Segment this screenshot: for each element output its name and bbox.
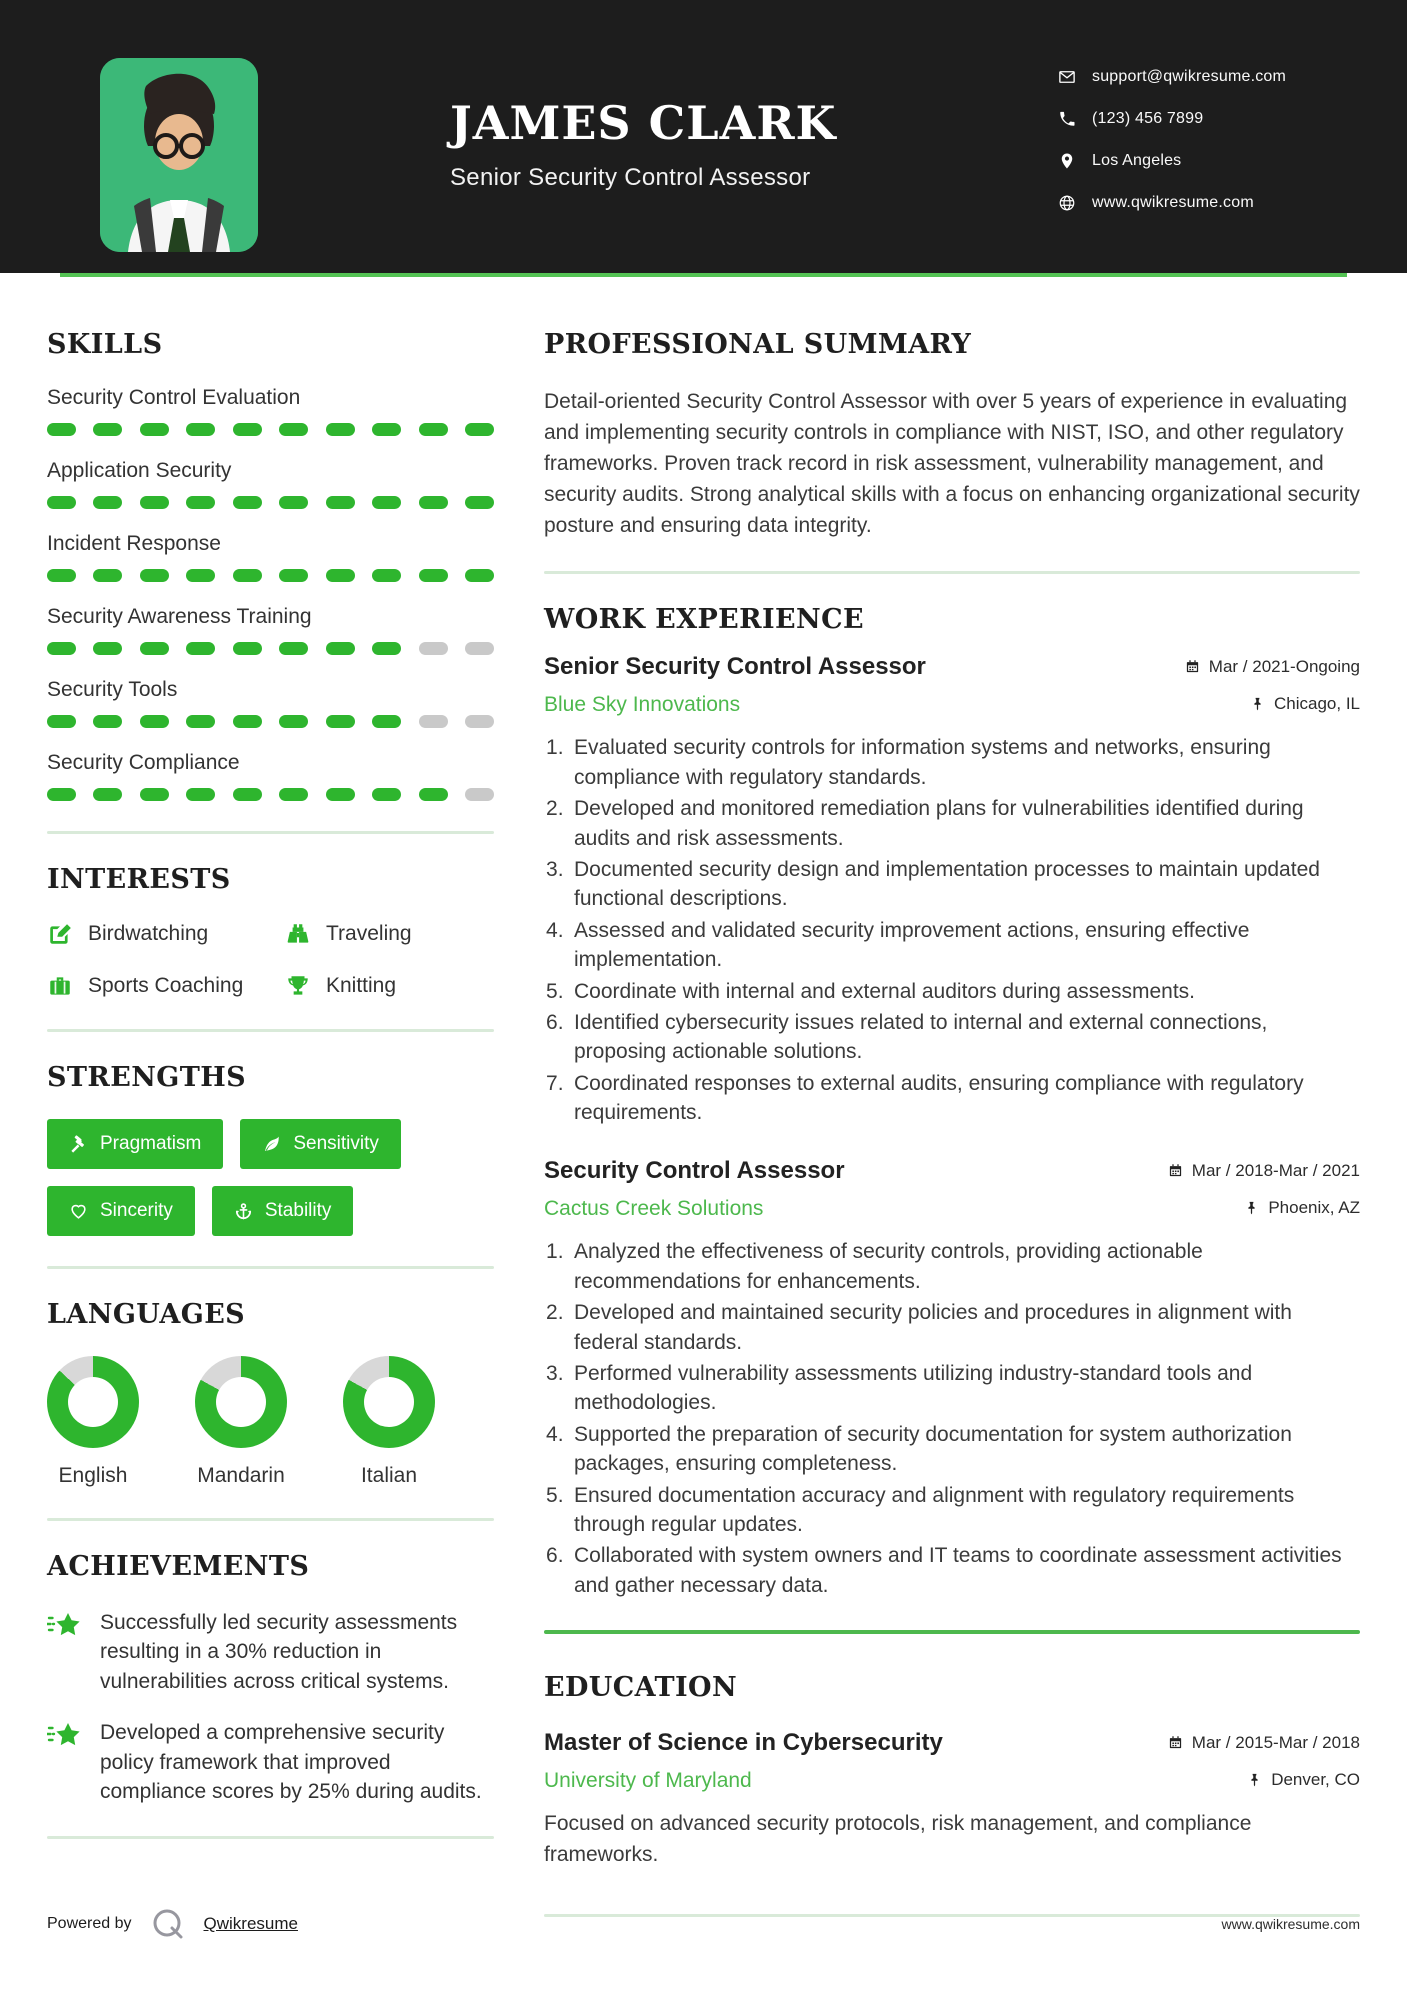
- main-column: [544, 329, 1360, 1947]
- skill-level-dash: [372, 642, 401, 655]
- skill-level-dash: [279, 715, 308, 728]
- strength-label: Sincerity: [100, 1200, 173, 1221]
- skill-level-dash: [47, 715, 76, 728]
- interest-label: Knitting: [326, 974, 397, 997]
- job-bullet-list: [544, 733, 1360, 1127]
- skill-item: [47, 386, 494, 436]
- skill-level-dash: [233, 788, 262, 801]
- job-bullet: Evaluated security controls for information systems and networks, ensuring compliance with regulatory standards.: [574, 736, 1271, 789]
- education-date: Mar / 2015-Mar / 2018: [1191, 1732, 1360, 1752]
- skill-label: Security Control Evaluation: [47, 386, 301, 409]
- skill-level-dash: [279, 569, 308, 582]
- skill-level-dash: [186, 788, 215, 801]
- q-logo-icon: [150, 1906, 186, 1942]
- skill-label: Application Security: [47, 459, 232, 482]
- strength-badge: [240, 1119, 401, 1169]
- language-donut-chart: [343, 1356, 435, 1448]
- job-subheader: [544, 693, 1360, 717]
- contact-text: support@qwikresume.com: [1092, 68, 1287, 85]
- strength-label: Pragmatism: [100, 1133, 202, 1154]
- skill-level-dash: [279, 423, 308, 436]
- calendar-icon: [1168, 1735, 1183, 1750]
- job-bullet: Coordinate with internal and external auditors during assessments.: [574, 979, 1196, 1003]
- skill-item: [47, 532, 494, 582]
- language-item: [47, 1356, 139, 1488]
- pen-square-icon: [47, 921, 73, 947]
- section-divider: [47, 1518, 494, 1521]
- skill-level-bar: [47, 423, 494, 436]
- language-donut-chart: [195, 1356, 287, 1448]
- skill-level-dash: [93, 423, 122, 436]
- skill-level-dash: [140, 788, 169, 801]
- education-note: Focused on advanced security protocols, risk management, and compliance frameworks.: [544, 1812, 1252, 1866]
- skill-level-dash: [326, 496, 355, 509]
- language-label: Italian: [360, 1464, 418, 1487]
- job-bullet: Supported the preparation of security documentation for system authorization packages, ensuring completeness.: [574, 1422, 1292, 1476]
- job-bullet: Developed and monitored remediation plans for vulnerabilities identified during audits and risk assessments.: [574, 797, 1304, 850]
- contact-text: Los Angeles: [1092, 152, 1182, 169]
- languages-heading: LANGUAGES: [47, 1299, 246, 1330]
- skill-level-dash: [233, 496, 262, 509]
- language-item: [343, 1356, 435, 1488]
- education-heading: EDUCATION: [544, 1672, 738, 1704]
- interest-item: [285, 921, 494, 947]
- skill-level-dash: [326, 642, 355, 655]
- donut-hole: [216, 1377, 266, 1427]
- trophy-icon: [285, 973, 311, 999]
- skill-level-dash: [140, 715, 169, 728]
- achievement-item: [47, 1718, 494, 1806]
- skill-level-dash: [326, 569, 355, 582]
- skill-label: Security Tools: [47, 678, 178, 701]
- job-bullet: Identified cybersecurity issues related to internal and external connections, proposing actionable solutions.: [574, 1010, 1268, 1064]
- degree-title: Master of Science in Cybersecurity: [544, 1729, 943, 1757]
- skill-level-dash: [140, 569, 169, 582]
- strength-badge: [212, 1186, 354, 1236]
- skill-level-dash: [465, 788, 494, 801]
- skill-level-dash: [372, 715, 401, 728]
- achievement-text: Successfully led security assessments resulting in a 30% reduction in vulnerabilities across critical systems.: [100, 1611, 458, 1693]
- pin-icon: [1244, 1200, 1259, 1215]
- skill-level-dash: [326, 423, 355, 436]
- location-icon: [1058, 152, 1076, 170]
- leaf-icon: [262, 1135, 281, 1154]
- email-icon: [1058, 68, 1076, 86]
- interest-item: [47, 973, 285, 999]
- section-divider-green: [544, 1630, 1360, 1634]
- skills-heading: SKILLS: [47, 329, 163, 360]
- section-divider: [544, 571, 1360, 574]
- pin-icon: [1250, 696, 1265, 711]
- contact-row[interactable]: [1058, 56, 1286, 98]
- contact-info: [1058, 56, 1286, 224]
- skill-item: [47, 605, 494, 655]
- skill-level-dash: [279, 642, 308, 655]
- skill-level-dash: [186, 496, 215, 509]
- section-divider: [47, 1836, 494, 1839]
- job-location: [1244, 1198, 1360, 1218]
- work-experience-section: [544, 604, 1360, 1600]
- skill-level-dash: [93, 788, 122, 801]
- skill-level-bar: [47, 715, 494, 728]
- job-header: [544, 1157, 1360, 1185]
- header: [0, 0, 1407, 273]
- job-entry: [544, 1157, 1360, 1600]
- interest-label: Birdwatching: [88, 922, 209, 945]
- education-location: Denver, CO: [1271, 1769, 1360, 1789]
- job-date: [1185, 657, 1360, 677]
- interest-label: Traveling: [326, 922, 412, 945]
- skills-section: [47, 329, 494, 801]
- strength-label: Sensitivity: [293, 1133, 379, 1154]
- languages-section: [47, 1299, 494, 1488]
- skill-level-dash: [372, 496, 401, 509]
- footer-site-url: www.qwikresume.com: [1221, 1916, 1360, 1932]
- job-bullet: Developed and maintained security policies and procedures in alignment with federal standards.: [574, 1301, 1292, 1354]
- star-icon: [47, 1610, 83, 1644]
- skill-level-dash: [186, 569, 215, 582]
- skill-level-dash: [47, 423, 76, 436]
- candidate-title: Senior Security Control Assessor: [450, 164, 811, 191]
- heart-icon: [69, 1202, 88, 1221]
- language-donut-chart: [47, 1356, 139, 1448]
- contact-text: (123) 456 7899: [1092, 110, 1204, 127]
- job-bullet: Ensured documentation accuracy and alignment with regulatory requirements through regular updates.: [574, 1483, 1295, 1536]
- skill-level-dash: [279, 496, 308, 509]
- language-label: English: [58, 1464, 128, 1487]
- skill-level-bar: [47, 642, 494, 655]
- qwikresume-link[interactable]: Qwikresume: [203, 1914, 298, 1933]
- skill-level-bar: [47, 788, 494, 801]
- strength-label: Stability: [264, 1200, 332, 1221]
- skill-level-dash: [419, 642, 448, 655]
- language-label: Mandarin: [197, 1464, 285, 1487]
- skill-label: Security Compliance: [47, 751, 240, 774]
- skill-level-dash: [93, 569, 122, 582]
- skill-level-dash: [233, 569, 262, 582]
- skill-level-dash: [233, 423, 262, 436]
- star-icon: [47, 1720, 83, 1754]
- interest-item: [285, 973, 494, 999]
- skill-level-dash: [186, 423, 215, 436]
- footer: [47, 1906, 1360, 1942]
- interests-section: [47, 864, 494, 999]
- contact-row[interactable]: [1058, 98, 1286, 140]
- strength-badge: [47, 1186, 195, 1236]
- skill-level-dash: [326, 788, 355, 801]
- language-item: [195, 1356, 287, 1488]
- strengths-heading: STRENGTHS: [47, 1062, 247, 1093]
- anchor-icon: [234, 1202, 253, 1221]
- job-bullet: Collaborated with system owners and IT teams to coordinate assessment activities and gather necessary data.: [574, 1544, 1342, 1597]
- globe-icon: [1058, 194, 1076, 212]
- skill-item: [47, 751, 494, 801]
- interest-item: [47, 921, 285, 947]
- skill-level-dash: [279, 788, 308, 801]
- work-heading: WORK EXPERIENCE: [544, 604, 864, 636]
- skill-level-dash: [186, 715, 215, 728]
- skill-level-dash: [47, 642, 76, 655]
- skill-level-dash: [233, 642, 262, 655]
- skill-level-dash: [93, 642, 122, 655]
- sidebar: [47, 329, 494, 1947]
- strength-badge: [47, 1119, 223, 1169]
- company-name: Cactus Creek Solutions: [544, 1197, 764, 1221]
- calendar-icon: [1185, 659, 1200, 674]
- job-location-text: Chicago, IL: [1274, 693, 1360, 713]
- education-section: [544, 1672, 1360, 1870]
- achievements-section: [47, 1551, 494, 1806]
- job-location-text: Phoenix, AZ: [1268, 1197, 1360, 1217]
- skill-level-dash: [233, 715, 262, 728]
- calendar-icon: [1168, 1163, 1183, 1178]
- briefcase-icon: [47, 973, 73, 999]
- skill-label: Incident Response: [47, 532, 221, 555]
- interest-label: Sports Coaching: [88, 974, 244, 997]
- powered-by-label: Powered by: [47, 1915, 132, 1932]
- job-date: [1168, 1161, 1360, 1181]
- job-date-text: Mar / 2018-Mar / 2021: [1191, 1160, 1360, 1180]
- skill-level-dash: [140, 496, 169, 509]
- job-title: Security Control Assessor: [544, 1157, 845, 1185]
- skill-label: Security Awareness Training: [47, 605, 312, 628]
- skill-level-dash: [419, 423, 448, 436]
- gavel-icon: [69, 1135, 88, 1154]
- contact-row[interactable]: [1058, 140, 1286, 182]
- job-header: [544, 653, 1360, 681]
- skill-item: [47, 678, 494, 728]
- skill-level-dash: [93, 715, 122, 728]
- summary-text: Detail-oriented Security Control Assessor with over 5 years of experience in evaluating and implementing security controls in compliance with NIST, ISO, and other regulatory frameworks. Proven track record in risk assessment, vulnerability management, and security audits. Strong analytical skills with a focus on enhancing organizational security posture and ensuring data integrity.: [544, 390, 1360, 538]
- job-entry: [544, 653, 1360, 1127]
- skill-level-dash: [140, 642, 169, 655]
- skill-level-dash: [47, 788, 76, 801]
- profile-photo: [100, 58, 258, 252]
- skill-level-dash: [419, 569, 448, 582]
- binoculars-icon: [285, 921, 311, 947]
- skill-level-dash: [419, 496, 448, 509]
- job-bullet: Performed vulnerability assessments utilizing industry-standard tools and methodologies.: [574, 1362, 1253, 1415]
- section-divider: [47, 1266, 494, 1269]
- strengths-section: [47, 1062, 494, 1236]
- skill-level-dash: [372, 569, 401, 582]
- skill-level-dash: [465, 496, 494, 509]
- job-bullet: Analyzed the effectiveness of security controls, providing actionable recommendations for enhancements.: [574, 1240, 1203, 1293]
- skill-level-dash: [326, 715, 355, 728]
- achievements-heading: ACHIEVEMENTS: [47, 1551, 310, 1582]
- job-date-text: Mar / 2021-Ongoing: [1208, 656, 1360, 676]
- phone-icon: [1058, 110, 1076, 128]
- skill-level-bar: [47, 569, 494, 582]
- person-portrait-illustration: [100, 58, 258, 252]
- section-divider: [47, 1029, 494, 1032]
- job-bullet: Assessed and validated security improvement actions, ensuring effective implementation.: [574, 918, 1250, 972]
- school-name: University of Maryland: [544, 1769, 752, 1793]
- job-location: [1250, 694, 1360, 714]
- skill-level-dash: [47, 569, 76, 582]
- skill-level-dash: [419, 715, 448, 728]
- skill-level-dash: [465, 569, 494, 582]
- skill-level-dash: [465, 715, 494, 728]
- achievement-text: Developed a comprehensive security policy framework that improved compliance scores by 25% during audits.: [100, 1721, 482, 1803]
- skill-level-dash: [419, 788, 448, 801]
- donut-hole: [364, 1377, 414, 1427]
- contact-text: www.qwikresume.com: [1092, 194, 1254, 211]
- summary-heading: PROFESSIONAL SUMMARY: [544, 329, 972, 360]
- interests-heading: INTERESTS: [47, 864, 231, 895]
- job-bullet-list: [544, 1237, 1360, 1600]
- skill-level-dash: [372, 788, 401, 801]
- skill-level-dash: [186, 642, 215, 655]
- job-bullet: Documented security design and implementation processes to maintain updated functional descriptions.: [574, 857, 1320, 911]
- contact-row[interactable]: [1058, 182, 1286, 224]
- skill-item: [47, 459, 494, 509]
- candidate-name: JAMES CLARK: [450, 96, 837, 150]
- donut-hole: [68, 1377, 118, 1427]
- skill-level-dash: [465, 423, 494, 436]
- skill-level-dash: [140, 423, 169, 436]
- skill-level-bar: [47, 496, 494, 509]
- achievement-item: [47, 1608, 494, 1696]
- pin-icon: [1247, 1772, 1262, 1787]
- skill-level-dash: [465, 642, 494, 655]
- job-bullet: Coordinated responses to external audits, ensuring compliance with regulatory requirements.: [574, 1071, 1304, 1125]
- job-subheader: [544, 1197, 1360, 1221]
- section-divider: [47, 831, 494, 834]
- summary-section: [544, 329, 1360, 541]
- job-title: Senior Security Control Assessor: [544, 653, 926, 681]
- company-name: Blue Sky Innovations: [544, 693, 741, 717]
- skill-level-dash: [372, 423, 401, 436]
- skill-level-dash: [93, 496, 122, 509]
- skill-level-dash: [47, 496, 76, 509]
